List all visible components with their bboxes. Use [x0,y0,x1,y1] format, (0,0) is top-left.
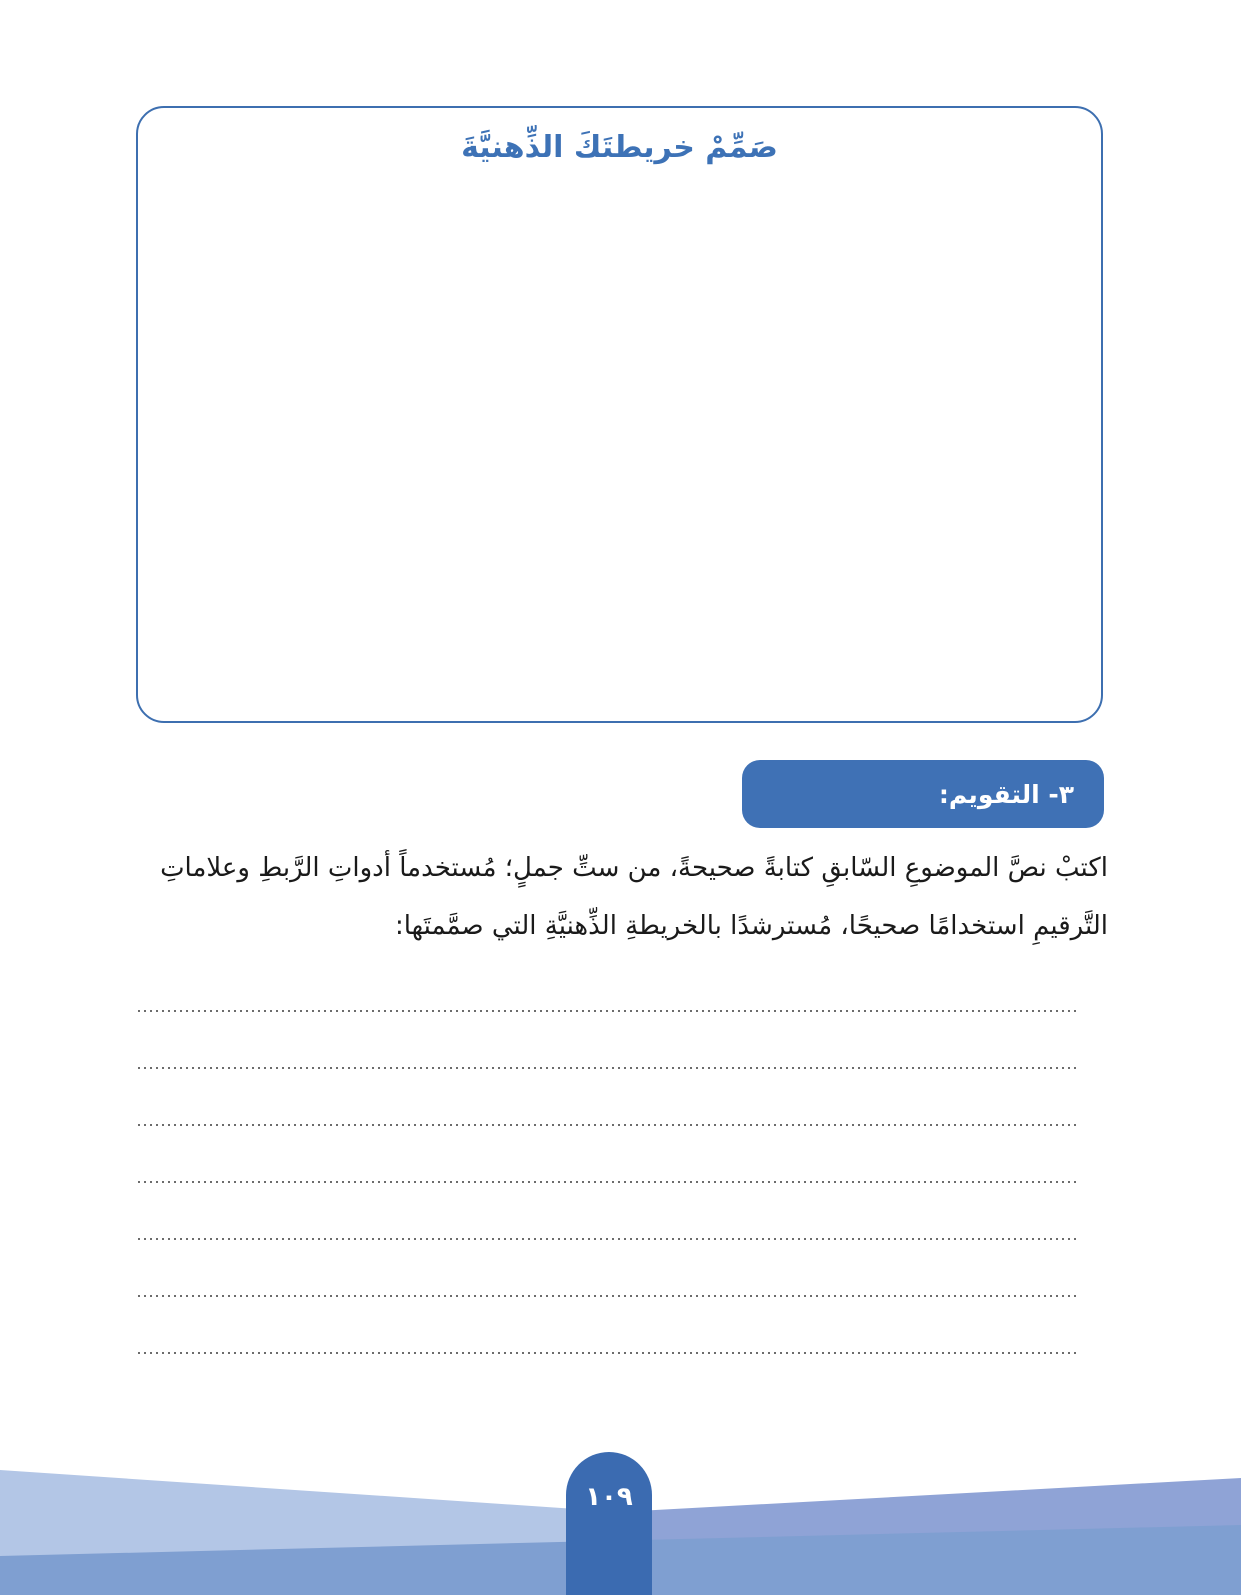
page-number: ١٠٩ [585,1482,633,1512]
mind-map-title: صَمِّمْ خريطتَكَ الذِّهنيَّةَ [461,130,778,165]
answer-line[interactable] [136,1010,1076,1012]
answer-line[interactable] [136,1295,1076,1297]
answer-line[interactable] [136,1124,1076,1126]
prompt-line-1: اكتبْ نصَّ الموضوعِ السّابقِ كتابةً صحيحةً، من ستِّ جملٍ؛ مُستخدماً أدواتِ الرَّبطِ وعلاماتِ [160,853,1108,883]
mind-map-box[interactable] [136,106,1103,723]
section-header-evaluation [742,760,1104,828]
page-number-badge [566,1452,652,1595]
answer-line[interactable] [136,1067,1076,1069]
answer-line[interactable] [136,1238,1076,1240]
answer-line[interactable] [136,1352,1076,1354]
section-title: ٣- التقويم: [938,779,1074,809]
prompt-line-2: التَّرقيمِ استخدامًا صحيحًا، مُسترشدًا بالخريطةِ الذِّهنيَّةِ التي صمَّمتَها: [394,911,1108,941]
answer-line[interactable] [136,1181,1076,1183]
